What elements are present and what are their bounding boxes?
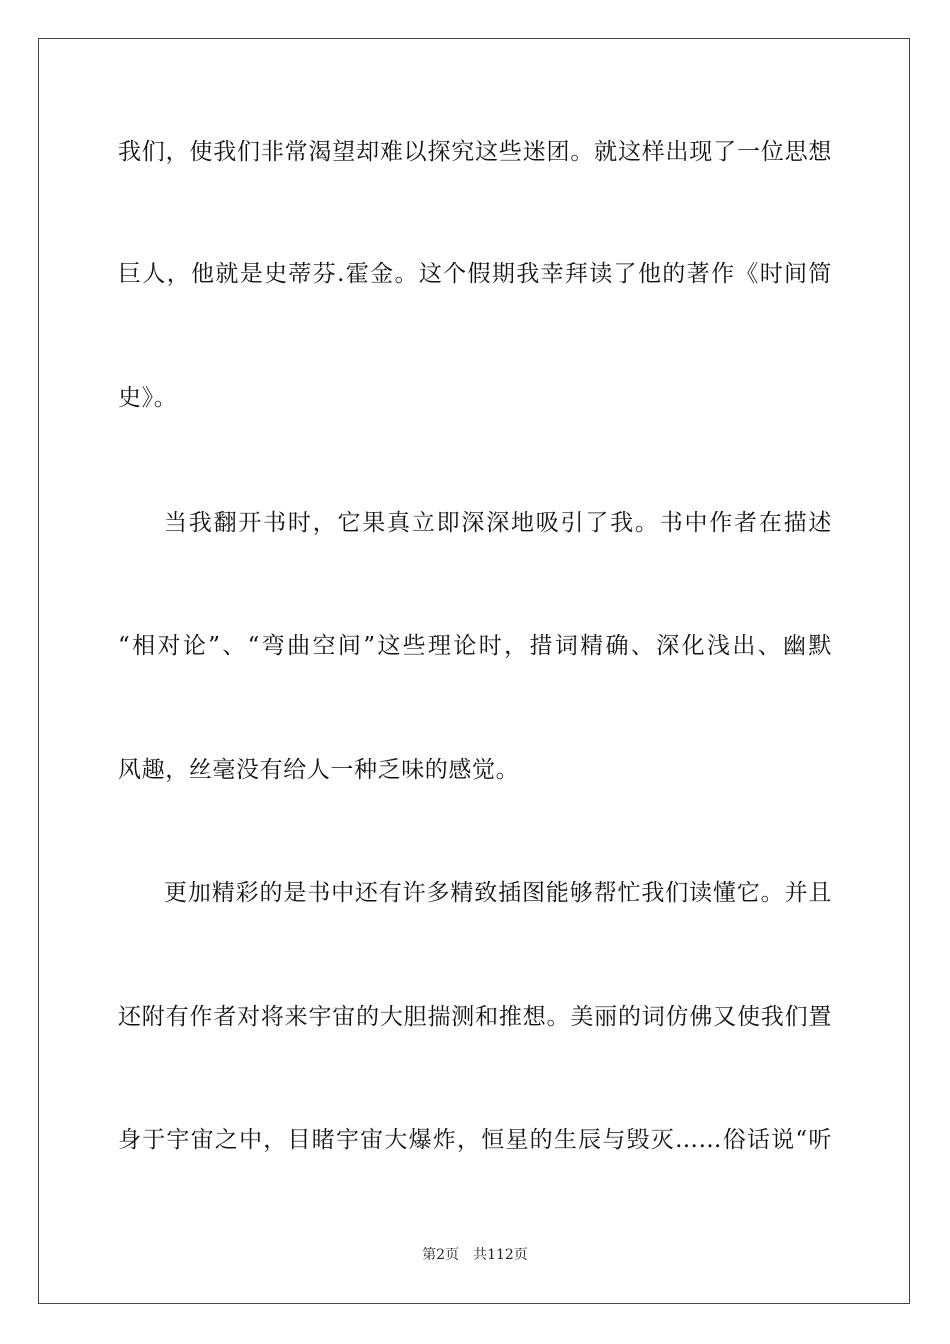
text-line-4: 当我翻开书时，它果真立即深深地吸引了我。书中作者在描述: [164, 510, 832, 536]
text-line-9: 身于宇宙之中，目睹宇宙大爆炸，恒星的生辰与毁灭……俗话说“听: [118, 1127, 832, 1153]
page-footer: 第2页 共112页: [422, 1247, 528, 1263]
text-line-8: 还附有作者对将来宇宙的大胆揣测和推想。美丽的词仿佛又使我们置: [118, 1004, 832, 1030]
text-line-6: 风趣，丝毫没有给人一种乏味的感觉。: [118, 757, 520, 783]
text-line-1: 我们，使我们非常渴望却难以探究这些迷团。就这样出现了一位思想: [118, 139, 832, 165]
text-line-5: “相对论”、“弯曲空间”这些理论时，措词精确、深化浅出、幽默: [118, 633, 832, 659]
text-line-3: 史》。: [118, 385, 178, 411]
page-border: [38, 38, 910, 1304]
text-line-7: 更加精彩的是书中还有许多精致插图能够帮忙我们读懂它。并且: [164, 880, 832, 906]
text-line-2: 巨人，他就是史蒂芬.霍金。这个假期我幸拜读了他的著作《时间简: [118, 261, 832, 287]
